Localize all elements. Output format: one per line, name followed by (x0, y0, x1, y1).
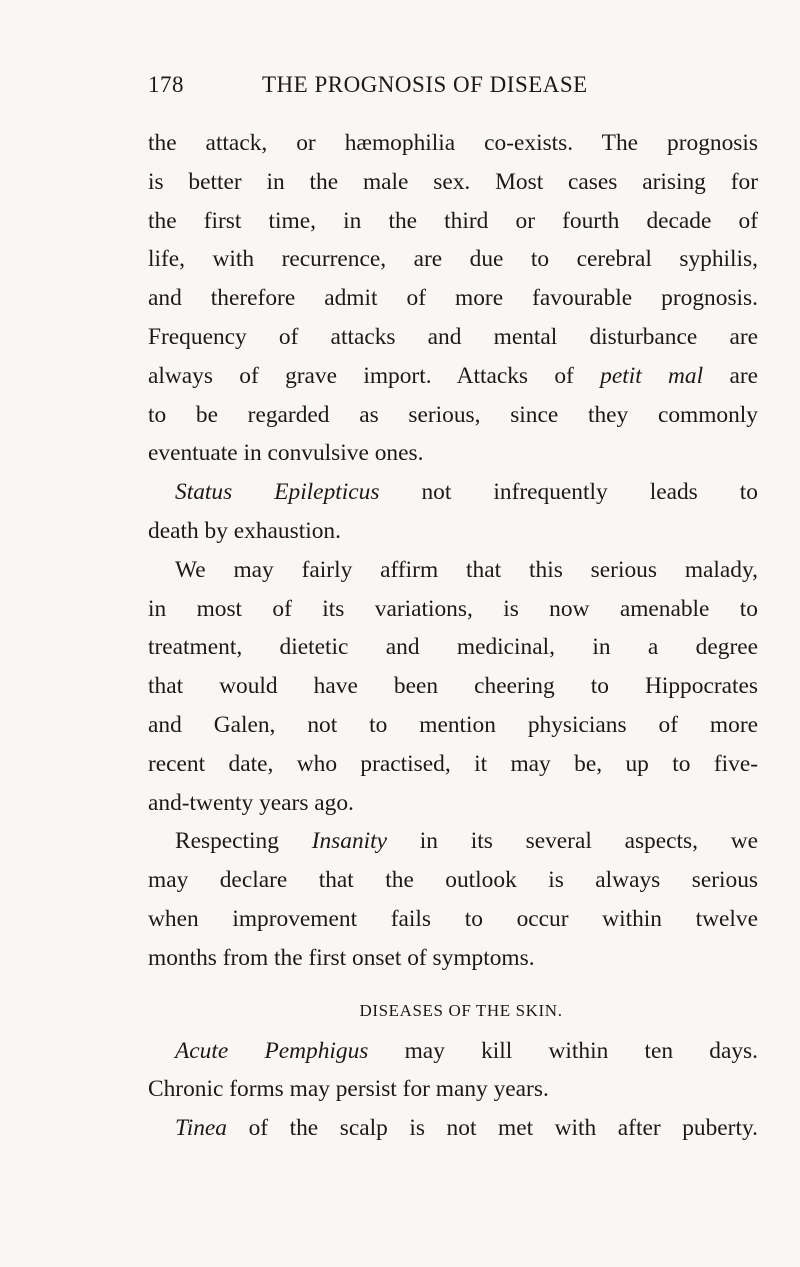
italic-term: Acute Pemphigus (175, 1037, 369, 1064)
text-line (148, 473, 758, 512)
text-line: to be regarded as serious, since they commonly (148, 401, 758, 428)
text-line: and therefore admit of more favourable prognosis. (148, 285, 758, 312)
text-line: Chronic forms may persist for many years. (148, 1076, 549, 1103)
text-line: and-twenty years ago. (148, 789, 354, 816)
italic-term: Insanity (311, 828, 388, 855)
text-run: are (703, 362, 758, 389)
body-text (148, 124, 758, 1148)
italic-term: petit mal (600, 362, 704, 389)
text-line: life, with recurrence, are due to cerebral syphilis, (148, 246, 758, 273)
text-line: the attack, or hæmophilia co-exists. The prognosis (148, 130, 758, 156)
text-run: Respecting (175, 828, 312, 855)
italic-term: Tinea (175, 1115, 227, 1142)
text-run: always of grave import. Attacks of (148, 362, 601, 389)
text-line: when improvement fails to occur within twelve (148, 905, 758, 932)
text-run: of the scalp is not met with after puberty. (227, 1115, 758, 1142)
text-line: that would have been cheering to Hippocrates (148, 673, 758, 700)
text-line: the first time, in the third or fourth decade of (148, 207, 758, 234)
text-line (148, 357, 758, 396)
text-run: in its several aspects, we (387, 828, 758, 855)
running-title: THE PROGNOSIS OF DISEASE (262, 72, 588, 97)
text-line (148, 1109, 758, 1148)
italic-term: Status Epilepticus (175, 479, 380, 506)
text-line: recent date, who practised, it may be, up to five- (148, 750, 758, 777)
text-line: may declare that the outlook is always serious (148, 867, 758, 894)
text-run: may kill within ten days. (368, 1037, 758, 1064)
running-head (148, 72, 756, 108)
text-line: treatment, dietetic and medicinal, in a degree (148, 634, 758, 661)
text-line: in most of its variations, is now amenable to (148, 595, 758, 622)
text-line: eventuate in convulsive ones. (148, 440, 424, 467)
section-heading: DISEASES OF THE SKIN. (359, 1000, 563, 1020)
text-line: death by exhaustion. (148, 517, 341, 544)
text-line: Frequency of attacks and mental disturbance are (148, 323, 758, 350)
text-line: and Galen, not to mention physicians of more (148, 711, 758, 738)
text-run: not infrequently leads to (379, 479, 758, 506)
page-number: 178 (148, 72, 184, 97)
text-line: months from the first onset of symptoms. (148, 944, 535, 971)
text-line: is better in the male sex. Most cases arising for (148, 168, 758, 195)
text-line: We may fairly affirm that this serious malady, (175, 556, 758, 583)
text-line (148, 1032, 758, 1071)
text-line (148, 822, 758, 861)
